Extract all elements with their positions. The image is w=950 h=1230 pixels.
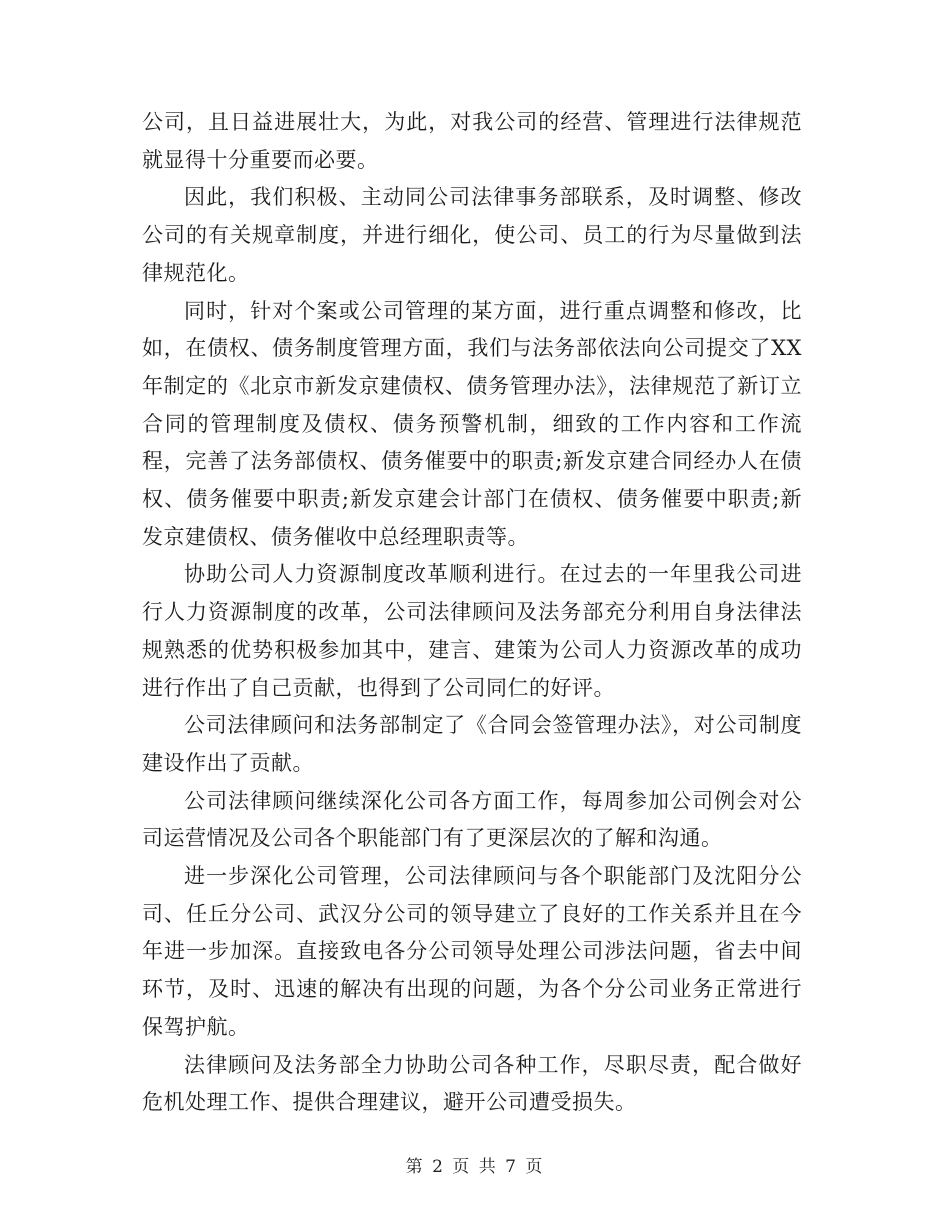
paragraph-5: 公司法律顾问和法务部制定了《合同会签管理办法》，对公司制度建设作出了贡献。 xyxy=(142,713,802,775)
paragraph-2: 因此，我们积极、主动同公司法律事务部联系，及时调整、修改公司的有关规章制度，并进行细化，使公司、员工的行为尽量做到法律规范化。 xyxy=(142,185,802,285)
document-body xyxy=(142,104,802,1122)
page-number-footer: 第 2 页 共 7 页 xyxy=(405,1157,545,1177)
paragraph-1: 公司，且日益进展壮大，为此，对我公司的经营、管理进行法律规范就显得十分重要而必要。 xyxy=(142,110,802,172)
paragraph-7: 进一步深化公司管理，公司法律顾问与各个职能部门及沈阳分公司、任丘分公司、武汉分公司的领导建立了良好的工作关系并且在今年进一步加深。直接致电各分公司领导处理公司涉法问题，省去中间环节，及时、迅速的解决有出现的问题，为各个分公司业务正常进行保驾护航。 xyxy=(142,864,802,1039)
paragraph-4: 协助公司人力资源制度改革顺利进行。在过去的一年里我公司进行人力资源制度的改革，公司法律顾问及法务部充分利用自身法律法规熟悉的优势积极参加其中，建言、建策为公司人力资源改革的成功进行作出了自己贡献，也得到了公司同仁的好评。 xyxy=(142,562,802,700)
paragraph-8: 法律顾问及法务部全力协助公司各种工作，尽职尽责，配合做好危机处理工作、提供合理建议，避开公司遭受损失。 xyxy=(142,1052,802,1115)
paragraph-6: 公司法律顾问继续深化公司各方面工作，每周参加公司例会对公司运营情况及公司各个职能部门有了更深层次的了解和沟通。 xyxy=(142,788,802,851)
paragraph-3: 同时，针对个案或公司管理的某方面，进行重点调整和修改，比如，在债权、债务制度管理方面，我们与法务部依法向公司提交了XX年制定的《北京市新发京建债权、债务管理办法》，法律规范了新订立合同的管理制度及债权、债务预警机制，细致的工作内容和工作流程，完善了法务部债权、债务催要中的职责;新发京建合同经办人在债权、债务催要中职责;新发京建会计部门在债权、债务催要中职责;新发京建债权、债务催收中总经理职责等。 xyxy=(142,298,802,549)
